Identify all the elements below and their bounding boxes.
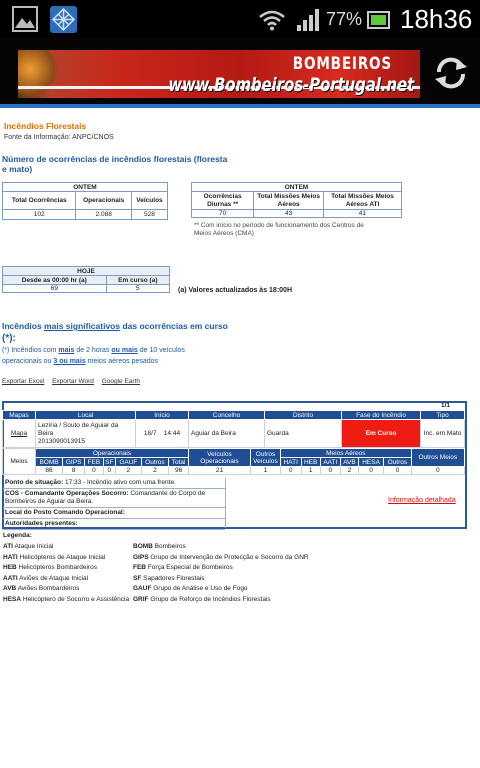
incident-distrito: Guarda [265, 420, 342, 448]
map-link[interactable]: Mapa [3, 420, 36, 448]
banner-url: www.Bombeiros-Portugal.net [168, 74, 414, 96]
incident-table [2, 410, 465, 448]
signal-icon [296, 9, 320, 31]
significant-title-pre: Incêndios [2, 321, 45, 331]
aer-col: HESA [359, 458, 384, 467]
updated-note: (a) Valores actualizados às 18:00H [178, 287, 292, 294]
significant-title-post: das ocorrências em curso [120, 321, 228, 331]
col-operacionais: Operacionais [76, 192, 132, 210]
val-desde-00h: 69 [3, 285, 107, 293]
incident-local [36, 420, 136, 448]
note-text: operacionais ou [2, 358, 54, 365]
col-missoes-aereos-ati: Total Missões Meios Aéreos ATI [324, 192, 402, 210]
legend-desc: Ataque Inicial [14, 543, 54, 550]
op-col: Total [169, 458, 189, 467]
export-excel-link[interactable]: Exportar Excel [2, 378, 45, 385]
local-name: Lezíria / Souto de Aguiar da Beira [38, 421, 119, 437]
legend-item [133, 542, 309, 553]
col-distrito: Distrito [265, 411, 342, 420]
banner-photo-left [18, 50, 58, 98]
significant-note [2, 333, 185, 367]
page-title: Incêndios Florestais [4, 121, 87, 131]
clock: 18h36 [400, 4, 473, 34]
col-total-ocorrencias: Total Ocorrências [3, 192, 76, 210]
legend-left [3, 542, 129, 606]
op-value: 96 [169, 467, 189, 475]
status-bar [0, 0, 480, 38]
gallery-icon [12, 6, 38, 32]
col-ocorrencias-diurnas: Ocorrências Diurnas ** [192, 192, 254, 210]
col-desde-00h: Desde as 00:00 hr (a) [3, 276, 107, 285]
note-text: meios aéreos pesados [85, 358, 159, 365]
col-inicio: Início [136, 411, 189, 420]
legend-code: GIPS [133, 553, 149, 561]
battery-icon [367, 10, 391, 30]
legend-item [3, 574, 129, 585]
op-col: FEB [85, 458, 103, 467]
legend-code: FEB [133, 564, 146, 572]
app-header [0, 38, 480, 108]
autoridades-label: Autoridades presentes: [5, 520, 78, 527]
note-text: de 10 veículos [137, 347, 185, 354]
refresh-icon[interactable] [433, 55, 469, 91]
ponto-situacao [3, 478, 225, 489]
banner-title: BOMBEIROS [292, 54, 392, 74]
aer-col: HEB [301, 458, 320, 467]
aer-col: Outros [384, 458, 412, 467]
legend-item [133, 574, 309, 585]
col-concelho: Concelho [189, 411, 265, 420]
val-missoes-aereos: 43 [254, 210, 324, 218]
battery-level: 77% [326, 9, 363, 29]
detail-link[interactable]: Informação detalhada [388, 497, 456, 504]
col-veiculos: Veículos [131, 192, 167, 210]
legend-code: GAUF [133, 585, 152, 593]
legend-item [3, 595, 129, 606]
section-title: Número de ocorrências de incêndios florestais (floresta e mato) [2, 154, 228, 174]
ponto-value: 17:33 - Incêndio ativo com uma frente. [64, 479, 176, 486]
legend-desc: Força Especial de Bombeiros [147, 564, 233, 572]
aer-value: 0 [280, 467, 301, 475]
page-counter: 1/1 [441, 402, 451, 409]
legend-desc: Bombeiros [154, 543, 186, 550]
incident-code: 2013090013915 [38, 437, 85, 445]
wifi-icon [259, 9, 285, 31]
info-divider [225, 478, 226, 528]
legend-desc: Aviões de Ataque Inicial [19, 574, 89, 582]
col-missoes-aereos: Total Missões Meios Aéreos [254, 192, 324, 210]
means-table [2, 448, 465, 475]
veiculos-value: 21 [188, 467, 250, 475]
legend-code: AVB [3, 585, 17, 593]
ontem-header: ONTEM [3, 183, 168, 192]
significant-title-underlined: mais significativos [44, 321, 121, 331]
group-meios-aereos: Meios Aéreos [280, 449, 411, 458]
start-time: 14:44 [163, 430, 181, 437]
legend-item [3, 584, 129, 595]
bombeiros-banner[interactable] [18, 50, 420, 98]
footnote: ** Com início no período de funcionamento dos Centros de Meios Aéreos (CMA) [194, 222, 364, 237]
group-veiculos: Veículos Operacionais [188, 449, 250, 467]
note-text: ou mais [111, 347, 138, 354]
legend-desc: Grupo de Intervenção de Protecção e Socorro da GNR [150, 553, 309, 561]
legend-item [133, 584, 309, 595]
col-mapas: Mapas [3, 411, 36, 420]
legend-item [133, 563, 309, 574]
legend-code: ATI [3, 543, 13, 550]
legend-title: Legenda: [3, 532, 32, 539]
legend-desc: Helicópteros de Ataque Inicial [19, 553, 106, 561]
outros-meios-value: 0 [411, 467, 464, 475]
op-col: SF [103, 458, 116, 467]
page-content [0, 108, 480, 768]
col-tipo: Tipo [421, 411, 465, 420]
val-ocorrencias-diurnas: 70 [192, 210, 254, 218]
incident-start [136, 420, 189, 448]
op-value: 2 [141, 467, 169, 475]
autoridades-row [3, 519, 225, 530]
posto-label: Local do Posto Comando Operacional: [5, 509, 125, 516]
val-em-curso: 5 [106, 285, 169, 293]
legend-item [3, 563, 129, 574]
group-operacionais: Operacionais [36, 449, 189, 458]
app-notification-icon [50, 6, 77, 33]
legend-desc: Grupo de Análise e Uso de Fogo [153, 585, 248, 593]
ontem-table [2, 182, 168, 220]
status-badge: Em Curso [342, 420, 421, 448]
meios-label: Meios [3, 449, 36, 475]
legend-desc: Aviões Bombardeiros [17, 585, 80, 593]
legend-code: HATI [3, 553, 18, 561]
legend-item [133, 595, 309, 606]
aer-col: AATI [320, 458, 340, 467]
group-outros-veiculos: Outros Veículos [250, 449, 280, 467]
cos-label: COS - Comandante Operações Socorro: [5, 490, 129, 497]
incident-tipo: Inc. em Mato [421, 420, 465, 448]
op-col: GIPS [63, 458, 85, 467]
legend-item [3, 553, 129, 564]
note-marker: (*): [2, 333, 16, 344]
val-operacionais: 2.088 [76, 210, 132, 220]
note-text: de 2 horas [74, 347, 112, 354]
google-earth-link[interactable]: Google Earth [101, 378, 141, 385]
legend-right [133, 542, 309, 606]
legend-code: AATI [3, 574, 18, 582]
col-fase: Fase do Incêndio [342, 411, 421, 420]
legend-code: HESA [3, 595, 22, 603]
legend-desc: Grupo de Reforço de Incêndios Florestais [150, 595, 271, 603]
op-value: 2 [116, 467, 142, 475]
cos-value: Comandante do Corpo de Bombeiros de Aguiar da Beira. [5, 490, 206, 505]
legend-desc: Helicóptero de Socorro e Assistência [22, 595, 130, 603]
val-missoes-aereos-ati: 41 [324, 210, 402, 218]
aer-value: 0 [384, 467, 412, 475]
legend-item [133, 553, 309, 564]
col-local: Local [36, 411, 136, 420]
hoje-header: HOJE [3, 267, 170, 276]
aer-value: 2 [340, 467, 358, 475]
ontem-header: ONTEM [192, 183, 402, 192]
val-veiculos: 528 [131, 210, 167, 220]
op-value: 0 [103, 467, 116, 475]
legend-code: SF [133, 574, 142, 582]
aer-col: AVB [340, 458, 358, 467]
posto-row [3, 508, 225, 519]
export-word-link[interactable]: Exportar Word [52, 378, 94, 385]
op-value: 0 [85, 467, 103, 475]
note-text: (*) Incêndios com [2, 347, 59, 354]
cos-row [3, 489, 225, 508]
legend-item [3, 542, 129, 553]
significant-title [2, 321, 228, 331]
aer-col: HATI [280, 458, 301, 467]
legend-code: BOMB [133, 543, 153, 550]
group-outros-meios: Outros Meios [411, 449, 464, 467]
incident-info [3, 478, 225, 530]
aer-value: 1 [301, 467, 320, 475]
outros-veiculos-value: 1 [250, 467, 280, 475]
hoje-table [2, 266, 170, 293]
op-col: GAUF [116, 458, 142, 467]
incident-concelho: Aguiar da Beira [189, 420, 265, 448]
col-em-curso: Em curso (a) [106, 276, 169, 285]
aer-value: 0 [320, 467, 340, 475]
op-value: 86 [36, 467, 63, 475]
aer-value: 0 [359, 467, 384, 475]
op-col: BOMB [36, 458, 63, 467]
ontem-aereos-table [191, 182, 402, 218]
note-text: mais [58, 347, 75, 354]
legend-code: HEB [3, 564, 17, 572]
val-total-ocorrencias: 102 [3, 210, 76, 220]
ponto-label: Ponto de situação: [5, 479, 64, 486]
note-text: 3 ou mais [53, 358, 86, 365]
op-col: Outros [141, 458, 169, 467]
legend-desc: Helicópteros Bombardeiros [18, 564, 97, 572]
start-date: 18/7 [143, 430, 157, 437]
source-text: Fonte da Informação: ANPC/CNOS [4, 134, 114, 141]
op-value: 8 [63, 467, 85, 475]
legend-code: GRIF [133, 595, 149, 603]
legend-desc: Sapadores Florestais [143, 574, 205, 582]
export-links [2, 378, 146, 385]
